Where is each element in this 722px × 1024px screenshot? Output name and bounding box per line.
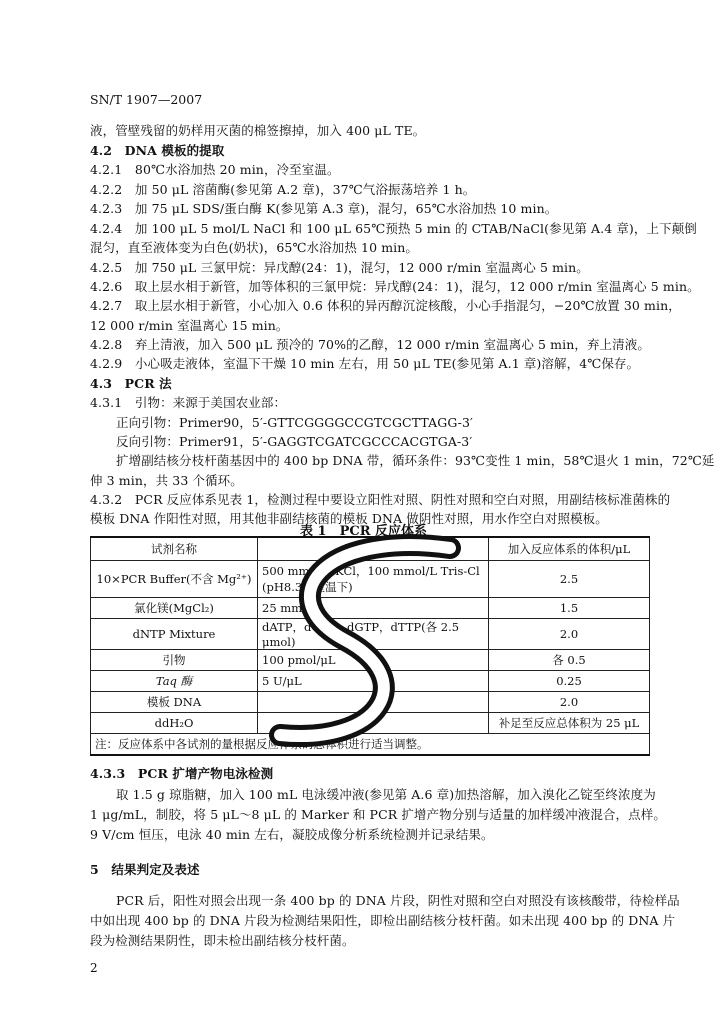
text-line: 4.2.3 加 75 μL SDS/蛋白酶 K(参见第 A.3 章)，混匀，65℃水浴加热 10 min。 (90, 201, 558, 216)
text-line: 1 μg/mL，制胶，将 5 μL～8 μL 的 Marker 和 PCR 扩增产物分别与适量的加样缓冲液混合，点样。 (90, 807, 666, 822)
text-line: 4.2.6 取上层水相于新管，加等体积的三氯甲烷：异戊醇(24：1)，混匀，12 000 r/min 室温离心 5 min。 (90, 279, 700, 294)
text-line: 4.2.5 加 750 μL 三氯甲烷：异戊醇(24：1)，混匀，12 000 r/min 室温离心 5 min。 (90, 260, 589, 275)
text-line: 扩增副结核分枝杆菌基因中的 400 bp DNA 带，循环条件：93℃变性 1 min，58℃退火 1 min，72℃延 (116, 453, 715, 468)
col-header-concentration: 贮备液浓度 (258, 537, 489, 561)
cell-reagent: dNTP Mixture (91, 619, 258, 650)
text-line: 12 000 r/min 室温离心 15 min。 (90, 318, 289, 333)
text-line: 取 1.5 g 琼脂糖，加入 100 mL 电泳缓冲液(参见第 A.6 章)加热溶解，加入溴化乙锭至终浓度为 (116, 787, 656, 802)
cell-volume: 0.25 (489, 671, 650, 692)
cell-concentration: 25 mmol/L (258, 598, 489, 619)
text-line: 伸 3 min，共 33 个循环。 (90, 473, 243, 488)
cell-concentration-line: (pH8.3，室温下) (262, 580, 353, 594)
text-line: PCR 后，阳性对照会出现一条 400 bp 的 DNA 片段，阴性对照和空白对照没有该核酸带，待检样品 (116, 893, 680, 908)
text-line: 4.2.1 80℃水浴加热 20 min，冷至室温。 (90, 162, 340, 177)
cell-reagent: 模板 DNA (91, 692, 258, 713)
cell-concentration: 100 pmol/μL (258, 650, 489, 671)
text-line: 4.2.8 弃上清液，加入 500 μL 预冷的 70%的乙醇，12 000 r/min 室温离心 5 min，弃上清液。 (90, 337, 650, 352)
cell-volume: 各 0.5 (489, 650, 650, 671)
text-line: 9 V/cm 恒压，电泳 40 min 左右，凝胶成像分析系统检测并记录结果。 (90, 827, 494, 842)
cell-concentration: dATP，dCTP，dGTP，dTTP(各 2.5 μmol) (258, 619, 489, 650)
text-line: 中如出现 400 bp 的 DNA 片段为检测结果阳性，即检出副结核分枝杆菌。如未出现 400 bp 的 DNA 片 (90, 913, 676, 928)
cell-reagent: 10×PCR Buffer(不含 Mg²⁺) (91, 561, 258, 598)
watermark-stamp (250, 520, 480, 760)
section-heading: 4.2 DNA 模板的提取 (90, 143, 225, 158)
text-line: 混匀，直至液体变为白色(奶状)，65℃水浴加热 10 min。 (90, 240, 418, 255)
primer-forward: 正向引物：Primer90，5′-GTTCGGGGCCGTCGCTTAGG-3′ (116, 415, 473, 430)
text-line: 4.3.2 PCR 反应体系见表 1，检测过程中要设立阳性对照、阴性对照和空白对照，用副结核标准菌株的 (90, 492, 671, 507)
cell-concentration: 5 U/μL (258, 671, 489, 692)
text-line: 4.2.7 取上层水相于新管，小心加入 0.6 体积的异丙醇沉淀核酸，小心手指混匀，−20℃放置 30 min， (90, 298, 681, 313)
cell-volume: 补足至反应总体积为 25 μL (489, 713, 650, 734)
table-note: 注：反应体系中各试剂的量根据反应体系的总体积进行适当调整。 (91, 734, 650, 756)
text-line: 4.2.4 加 100 μL 5 mol/L NaCl 和 100 μL 65℃预热 5 min 的 CTAB/NaCl(参见第 A.4 章)，上下颠倒 (90, 221, 697, 236)
text-line: 4.3.3 PCR 扩增产物电泳检测 (90, 766, 274, 781)
cell-volume: 2.0 (489, 692, 650, 713)
cell-reagent: Taq 酶 (91, 671, 258, 692)
cell-reagent: 氯化镁(MgCl₂) (91, 598, 258, 619)
text-line: 液，管壁残留的奶样用灭菌的棉签擦掉，加入 400 μL TE。 (90, 123, 426, 138)
text-line: 模板 DNA 作阳性对照，用其他非副结核菌的模板 DNA 做阴性对照，用水作空白对照模板。 (90, 511, 608, 526)
col-header-volume: 加入反应体系的体积/μL (489, 537, 650, 561)
cell-reagent: 引物 (91, 650, 258, 671)
section-heading: 4.3 PCR 法 (90, 376, 172, 391)
primer-reverse: 反向引物：Primer91，5′-GAGGTCGATCGCCCACGTGA-3′ (116, 434, 473, 449)
cell-volume: 2.5 (489, 561, 650, 598)
page-number: 2 (90, 961, 98, 975)
text-line: 段为检测结果阴性，即未检出副结核分枝杆菌。 (90, 933, 355, 948)
section-heading: 5 结果判定及表述 (90, 862, 200, 877)
text-line: 4.2.2 加 50 μL 溶菌酶(参见第 A.2 章)，37℃气浴振荡培养 1 h。 (90, 182, 476, 197)
cell-reagent: ddH₂O (91, 713, 258, 734)
page-header-std-no: SN/T 1907—2007 (90, 92, 203, 107)
cell-concentration-line: 500 mmol/L KCl，100 mmol/L Tris-Cl (262, 564, 480, 578)
col-header-reagent: 试剂名称 (91, 537, 258, 561)
cell-volume: 1.5 (489, 598, 650, 619)
cell-volume: 2.0 (489, 619, 650, 650)
table-caption: 表 1 PCR 反应体系 (300, 524, 428, 539)
text-line: 4.2.9 小心吸走液体，室温下干燥 10 min 左右，用 50 μL TE(参见第 A.1 章)溶解，4℃保存。 (90, 356, 640, 371)
text-line: 4.3.1 引物：来源于美国农业部： (90, 395, 287, 410)
